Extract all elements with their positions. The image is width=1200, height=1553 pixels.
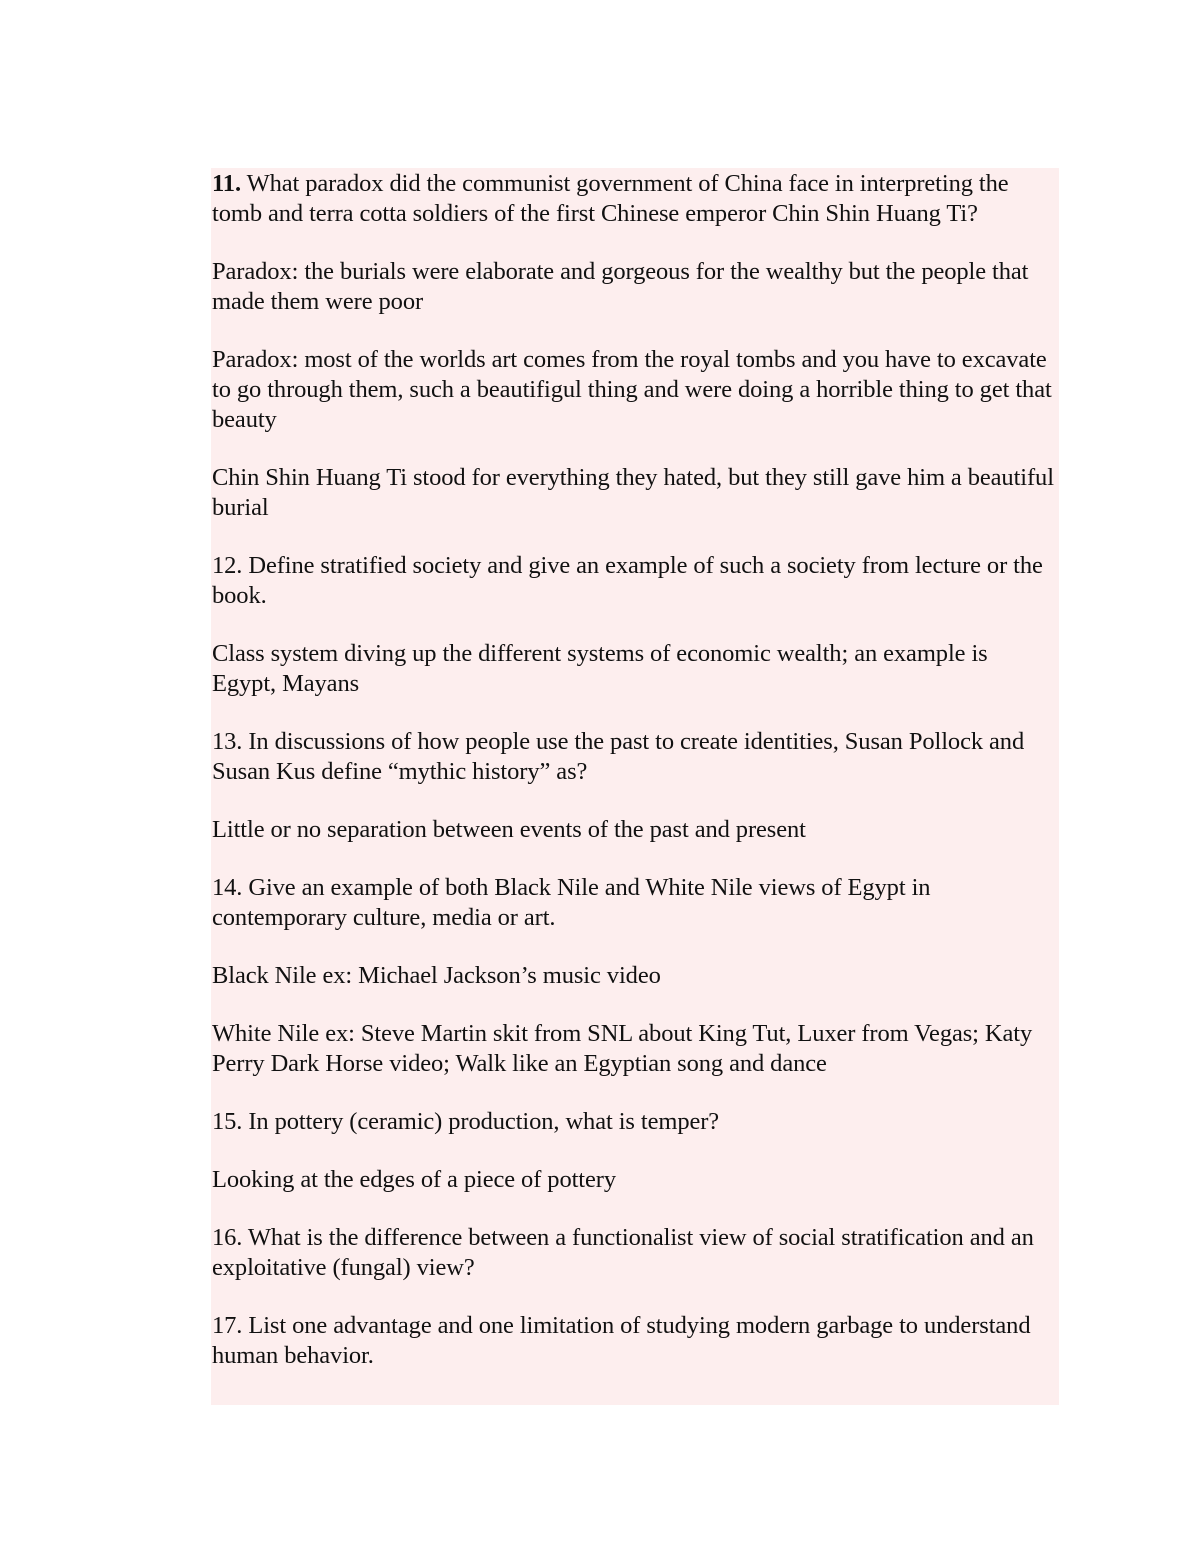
question-15: 15. In pottery (ceramic) production, what is temper? [212,1108,720,1135]
answer-11-a: Paradox: the burials were elaborate and gorgeous for the wealthy but the people that made them were poor [212,258,1029,315]
question-11-text: What paradox did the communist government of China face in interpreting the tomb and terra cotta soldiers of the first Chinese emperor Chin Shin Huang Ti? [212,170,1009,227]
question-13: 13. In discussions of how people use the past to create identities, Susan Pollock and Susan Kus define “mythic history” as? [212,728,1025,785]
question-16: 16. What is the difference between a functionalist view of social stratification and an exploitative (fungal) view? [212,1224,1034,1281]
question-12: 12. Define stratified society and give an example of such a society from lecture or the book. [212,552,1043,609]
question-11 [212,169,1057,229]
question-14: 14. Give an example of both Black Nile and White Nile views of Egypt in contemporary culture, media or art. [212,874,931,931]
answer-15: Looking at the edges of a piece of pottery [212,1166,616,1193]
answer-14-a: Black Nile ex: Michael Jackson’s music video [212,962,661,989]
answer-11-c: Chin Shin Huang Ti stood for everything they hated, but they still gave him a beautiful burial [212,464,1054,521]
answer-13: Little or no separation between events of the past and present [212,816,806,843]
answer-14-b: White Nile ex: Steve Martin skit from SNL about King Tut, Luxer from Vegas; Katy Perry Dark Horse video; Walk like an Egyptian song and dance [212,1020,1033,1077]
question-11-number: 11. [212,170,241,197]
document-body [211,168,1059,1405]
question-17: 17. List one advantage and one limitation of studying modern garbage to understand human behavior. [212,1312,1031,1369]
answer-11-b: Paradox: most of the worlds art comes from the royal tombs and you have to excavate to go through them, such a beautifigul thing and were doing a horrible thing to get that beauty [212,346,1052,433]
answer-12: Class system diving up the different systems of economic wealth; an example is Egypt, Mayans [212,640,988,697]
